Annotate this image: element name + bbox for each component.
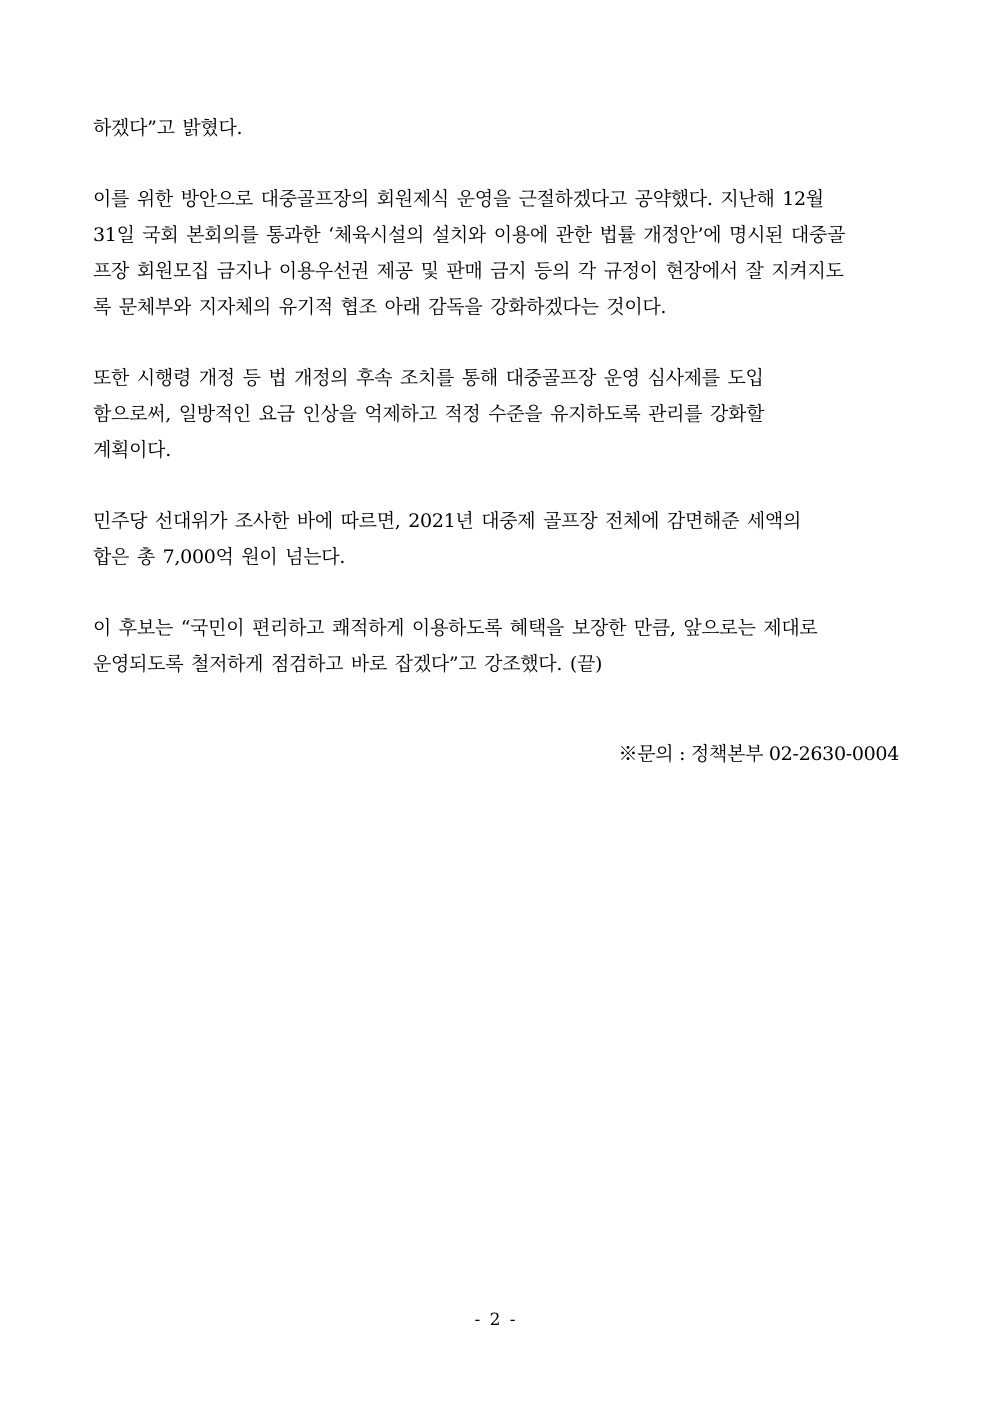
text-line: 또한 시행령 개정 등 법 개정의 후속 조치를 통해 대중골프장 운영 심사제를 도입 [93, 367, 764, 389]
contact-info: ※문의 : 정책본부 02-2630-0004 [618, 743, 899, 765]
paragraph-1 [93, 110, 899, 146]
text-line: 운영되도록 철저하게 점검하고 바로 잡겠다”고 강조했다. (끝) [93, 653, 603, 675]
text-line: 31일 국회 본회의를 통과한 ‘체육시설의 설치와 이용에 관한 법률 개정안’에 명시된 대중골 [93, 224, 846, 246]
text-line: 프장 회원모집 금지나 이용우선권 제공 및 판매 금지 등의 각 규정이 현장에서 잘 지켜지도 [93, 260, 844, 282]
paragraph-5 [93, 610, 899, 682]
text-line: 함으로써, 일방적인 요금 인상을 억제하고 적정 수준을 유지하도록 관리를 강화할 [93, 403, 765, 425]
text-line: 하겠다”고 밝혔다. [93, 117, 243, 139]
paragraph-4 [93, 503, 899, 575]
text-line: 이 후보는 “국민이 편리하고 쾌적하게 이용하도록 혜택을 보장한 만큼, 앞으로는 제대로 [93, 617, 818, 639]
document-body [93, 110, 899, 717]
page-number: - 2 - [474, 1310, 518, 1330]
text-line: 민주당 선대위가 조사한 바에 따르면, 2021년 대중제 골프장 전체에 감면해준 세액의 [93, 510, 802, 532]
text-line: 합은 총 7,000억 원이 넘는다. [93, 546, 346, 568]
paragraph-2 [93, 181, 899, 325]
text-line: 록 문체부와 지자체의 유기적 협조 아래 감독을 강화하겠다는 것이다. [93, 296, 667, 318]
paragraph-3 [93, 360, 899, 468]
text-line: 계획이다. [93, 439, 171, 461]
text-line: 이를 위한 방안으로 대중골프장의 회원제식 운영을 근절하겠다고 공약했다. 지난해 12월 [93, 188, 824, 210]
